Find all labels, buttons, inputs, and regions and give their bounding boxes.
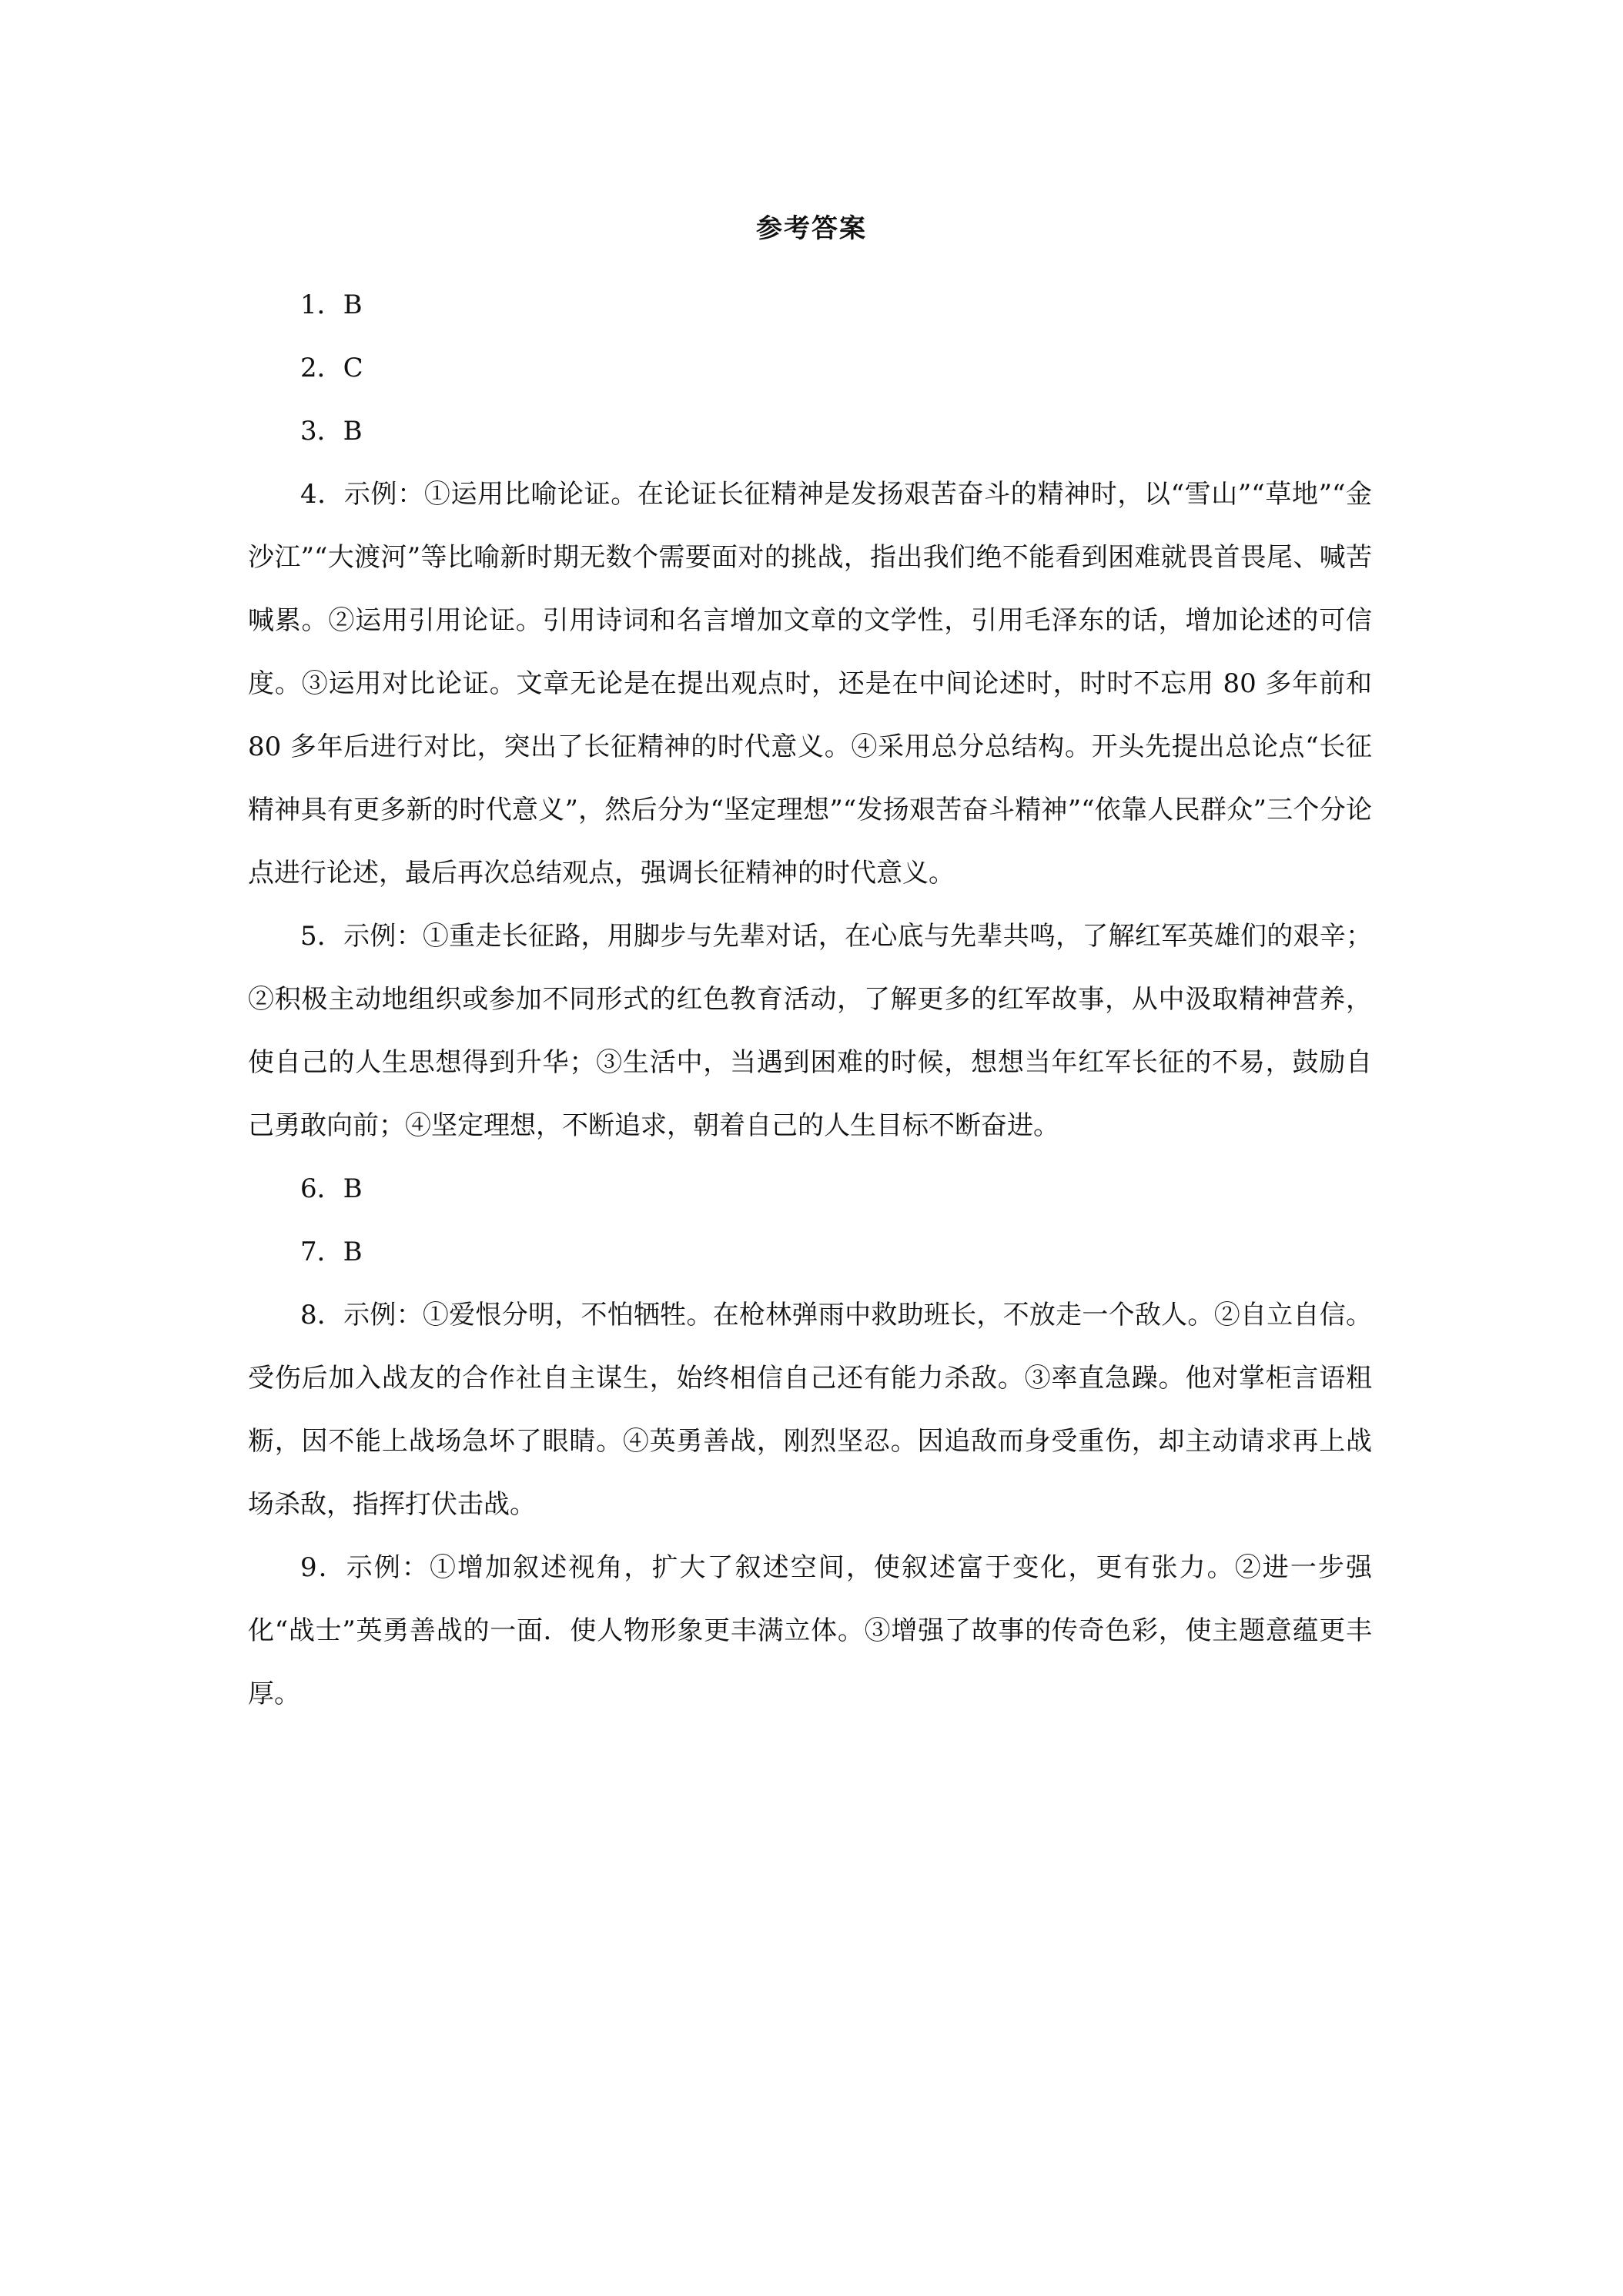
answer-item-1: 1．B <box>300 290 363 320</box>
answer-item-3: 3．B <box>300 416 363 447</box>
answer-item-6: 6．B <box>300 1173 363 1204</box>
answer-item-7: 7．B <box>300 1237 363 1267</box>
answer-list <box>248 273 1372 1725</box>
answer-item-8: 8．示例：①爱恨分明，不怕牺牲。在枪林弹雨中救助班长，不放走一个敌人。②自立自信。受伤后加入战友的合作社自主谋生，始终相信自己还有能力杀敌。③率直急躁。他对掌柜言语粗粝，因不能上战场急坏了眼睛。④英勇善战，刚烈坚忍。因追敌而身受重伤，却主动请求再上战场杀敌，指挥打伏击战。 <box>248 1300 1372 1520</box>
answer-item-5: 5．示例：①重走长征路，用脚步与先辈对话，在心底与先辈共鸣，了解红军英雄们的艰辛；②积极主动地组织或参加不同形式的红色教育活动，了解更多的红军故事，从中汲取精神营养，使自己的人生思想得到升华；③生活中，当遇到困难的时候，想想当年红军长征的不易，鼓励自己勇敢向前；④坚定理想，不断追求，朝着自己的人生目标不断奋进。 <box>248 921 1372 1141</box>
answer-item-9: 9．示例：①增加叙述视角，扩大了叙述空间，使叙述富于变化，更有张力。②进一步强化“战士”英勇善战的一面．使人物形象更丰满立体。③增强了故事的传奇色彩，使主题意蕴更丰厚。 <box>248 1552 1372 1709</box>
page-title: 参考答案 <box>756 213 867 244</box>
answer-item-2: 2．C <box>300 353 363 383</box>
answer-item-4: 4．示例：①运用比喻论证。在论证长征精神是发扬艰苦奋斗的精神时，以“雪山”“草地”“金沙江”“大渡河”等比喻新时期无数个需要面对的挑战，指出我们绝不能看到困难就畏首畏尾、喊苦喊累。②运用引用论证。引用诗词和名言增加文章的文学性，引用毛泽东的话，增加论述的可信度。③运用对比论证。文章无论是在提出观点时，还是在中间论述时，时时不忘用 80 多年前和 80 多年后进行对比，突出了长征精神的时代意义。④采用总分总结构。开头先提出总论点“长征精神具有更多新的时代意义”，然后分为“坚定理想”“发扬艰苦奋斗精神”“依靠人民群众”三个分论点进行论述，最后再次总结观点，强调长征精神的时代意义。 <box>248 479 1372 889</box>
